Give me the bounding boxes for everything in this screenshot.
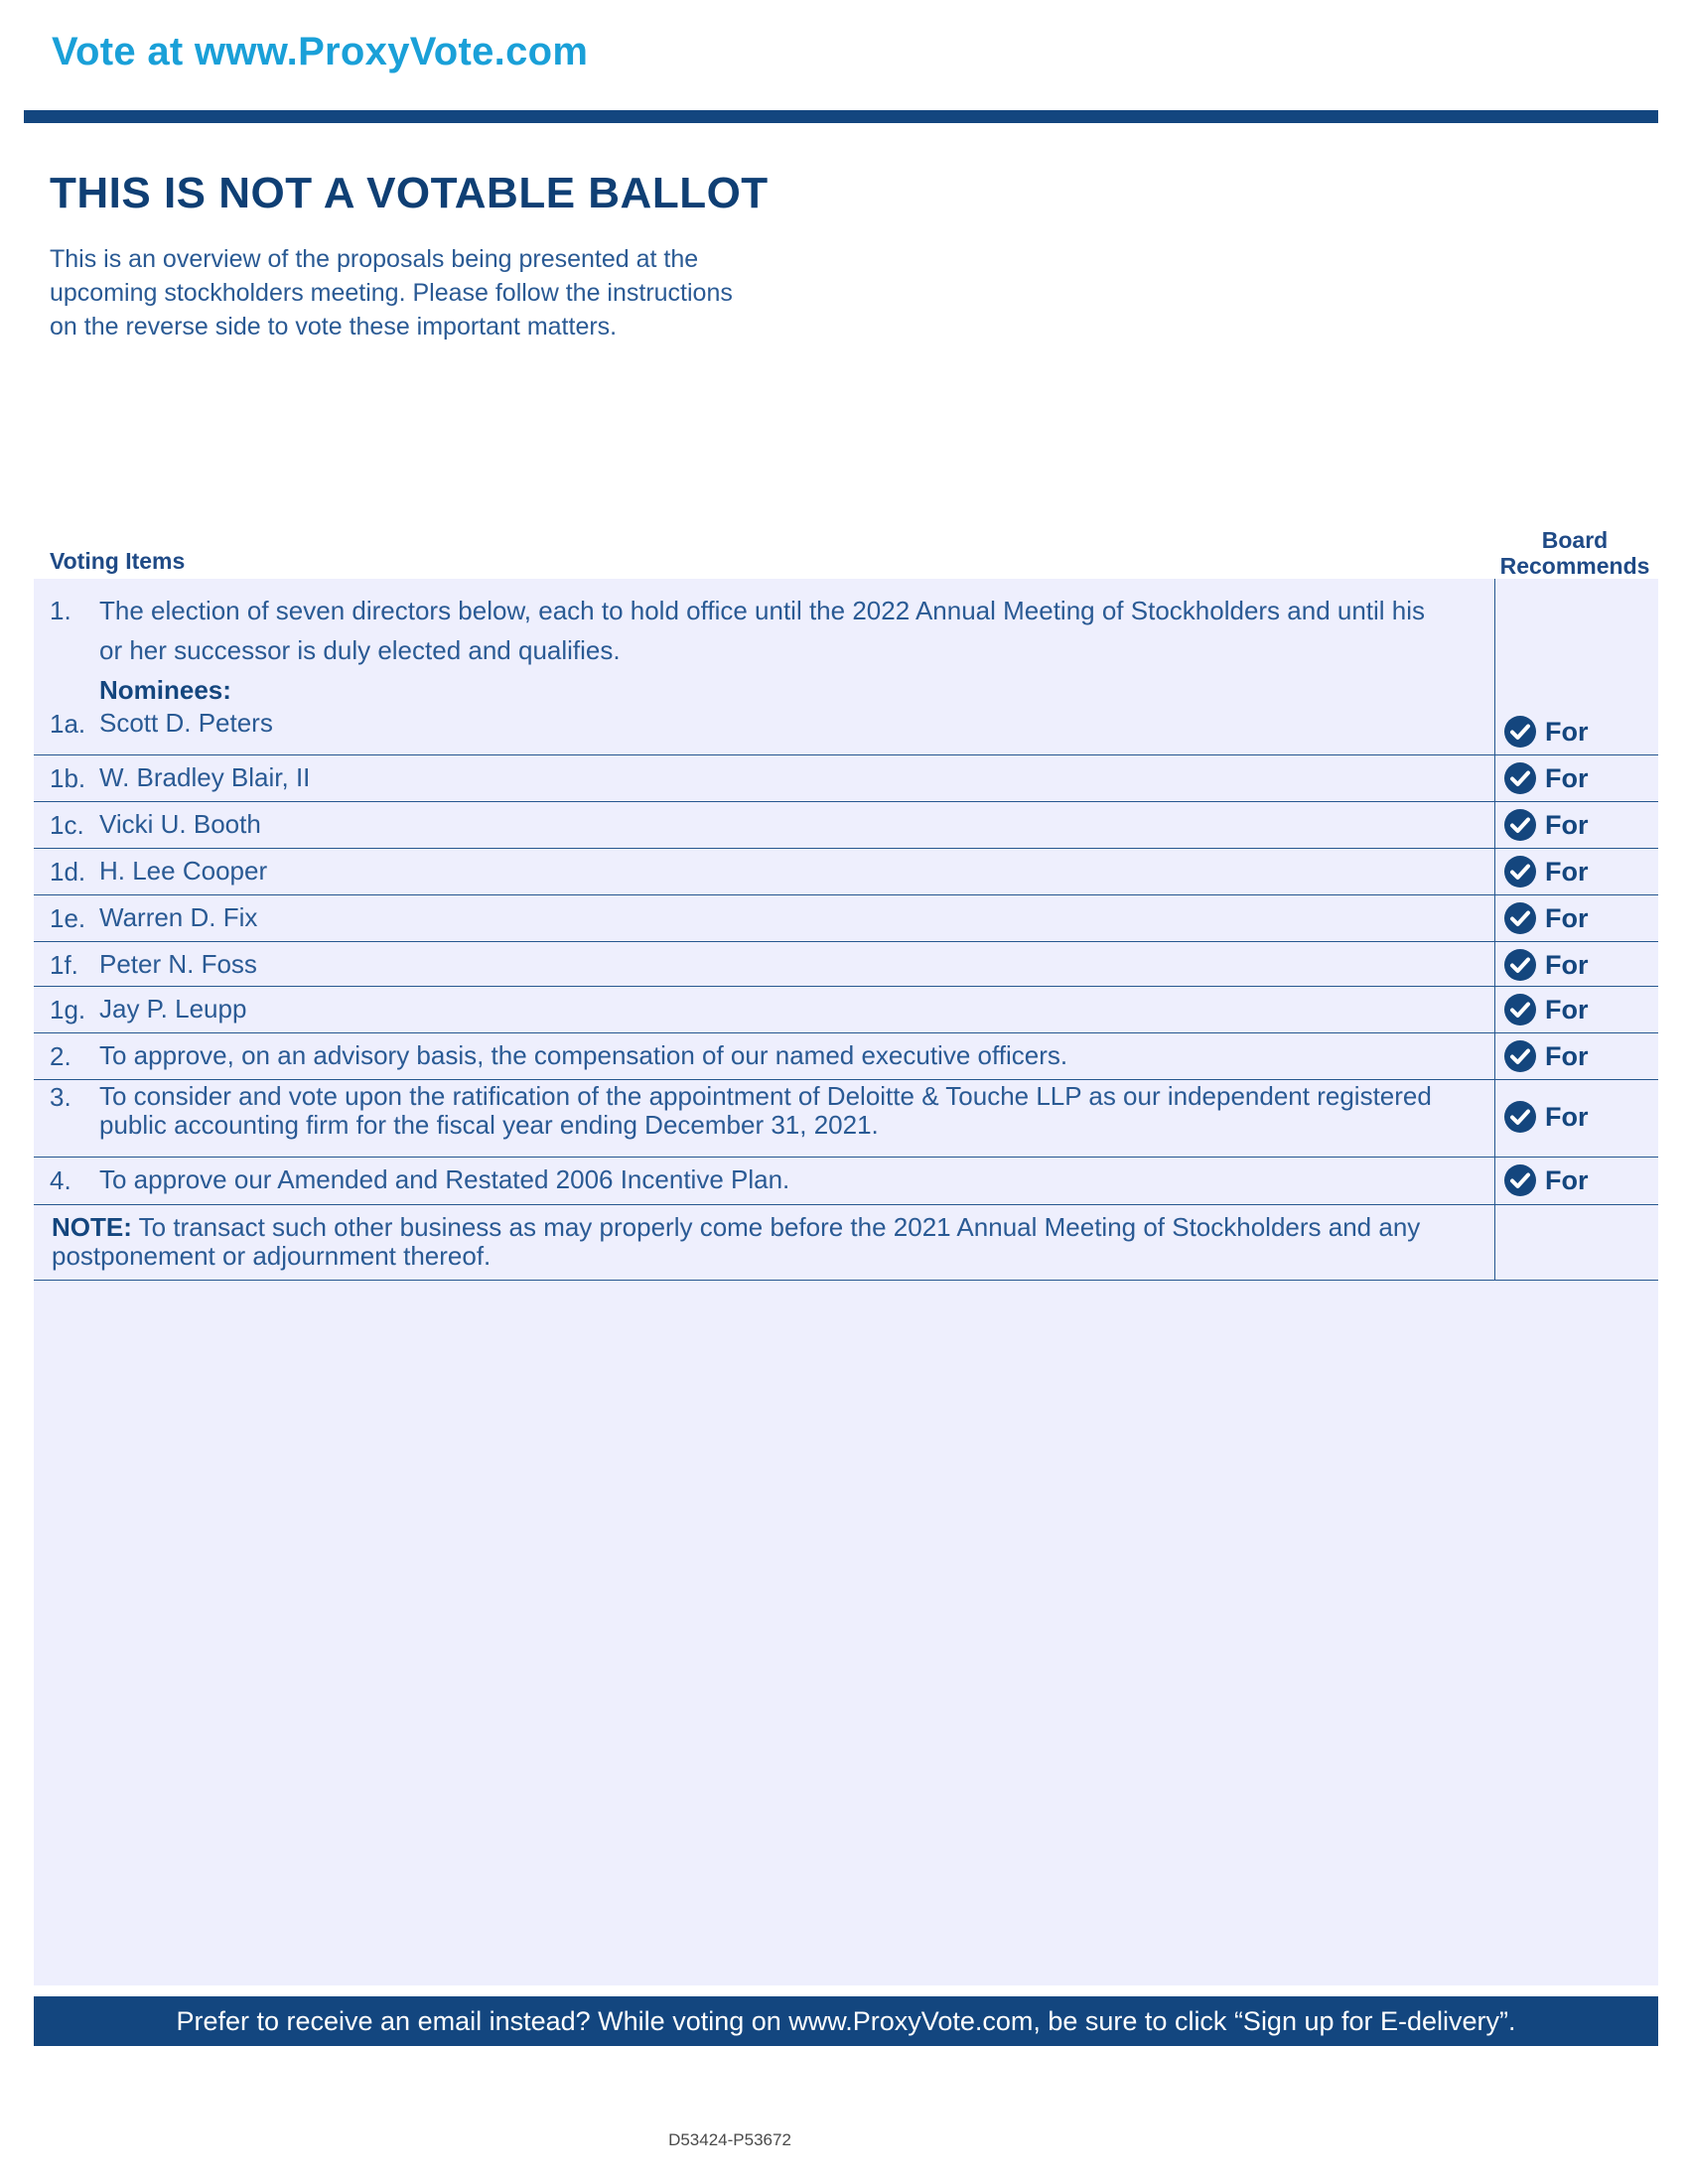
- board-recommendation: [1503, 993, 1589, 1026]
- board-recommendation: [1503, 1100, 1589, 1134]
- item-text-line: Scott D. Peters: [99, 708, 273, 738]
- intro-paragraph: [50, 242, 824, 343]
- header-url[interactable]: Vote at www.ProxyVote.com: [52, 30, 589, 73]
- recommendation-label: For: [1545, 1101, 1589, 1132]
- recommendation-label: For: [1545, 1040, 1589, 1071]
- recommendation-label: For: [1545, 994, 1589, 1024]
- document-code: D53424-P53672: [668, 2130, 791, 2149]
- checkmark-circle-icon: [1503, 993, 1537, 1026]
- item-number: 1a.: [50, 709, 86, 739]
- board-recommendation: [1503, 1163, 1589, 1197]
- item-text: [99, 950, 257, 979]
- item-text-line: Jay P. Leupp: [99, 994, 247, 1024]
- item-text-line: Peter N. Foss: [99, 949, 257, 979]
- checkmark-circle-icon: [1503, 855, 1537, 888]
- item-text-line: H. Lee Cooper: [99, 856, 268, 886]
- item-text-line: W. Bradley Blair, II: [99, 762, 311, 792]
- checkmark-circle-icon: [1503, 761, 1537, 795]
- item-text: [99, 903, 257, 932]
- intro-line: on the reverse side to vote these important matters.: [50, 313, 618, 341]
- checkmark-circle-icon: [1503, 715, 1537, 749]
- voting-row: [34, 1080, 1658, 1158]
- recommendation-label: For: [1545, 716, 1589, 747]
- item-text: [99, 709, 273, 738]
- note-label: NOTE:: [52, 1212, 132, 1242]
- checkmark-circle-icon: [1503, 808, 1537, 842]
- item-text-line: To approve, on an advisory basis, the compensation of our named executive officers.: [99, 1040, 1068, 1070]
- board-recommendation: [1503, 808, 1589, 842]
- email-banner: Prefer to receive an email instead? While voting on www.ProxyVote.com, be sure to click “Sign up for E-delivery”.: [34, 1996, 1658, 2046]
- voting-row: [34, 1033, 1658, 1080]
- note-line: To transact such other business as may properly come before the 2021 Annual Meeting of Stockholders and any: [131, 1212, 1421, 1242]
- voting-row: [34, 987, 1658, 1033]
- intro-line: upcoming stockholders meeting. Please follow the instructions: [50, 279, 733, 307]
- item-text: or her successor is duly elected and qualifies.: [99, 635, 621, 665]
- intro-line: This is an overview of the proposals being presented at the: [50, 245, 699, 273]
- item-number: 3.: [50, 1082, 71, 1112]
- item-text: [99, 763, 310, 792]
- board-header-line: Recommends: [1499, 553, 1650, 579]
- item-number: 2.: [50, 1041, 71, 1071]
- item-text-line: To consider and vote upon the ratification of the appointment of Deloitte & Touche LLP as our independent registered: [99, 1081, 1432, 1111]
- checkmark-circle-icon: [1503, 948, 1537, 982]
- item-text: [99, 1041, 1067, 1070]
- note-line: postponement or adjournment thereof.: [52, 1241, 492, 1271]
- item-text: [99, 1082, 1432, 1140]
- item-text-line: To approve our Amended and Restated 2006 Incentive Plan.: [99, 1164, 790, 1194]
- item-number: 4.: [50, 1165, 71, 1195]
- item-number: 1e.: [50, 903, 86, 933]
- note-text: [52, 1213, 1491, 1271]
- item-text: [99, 995, 246, 1024]
- nominees-label: Nominees:: [99, 675, 231, 705]
- checkmark-circle-icon: [1503, 1039, 1537, 1073]
- row-divider: [34, 1280, 1658, 1282]
- recommendation-label: For: [1545, 762, 1589, 793]
- board-recommends-header: [1485, 527, 1664, 579]
- voting-items-header: Voting Items: [50, 548, 186, 574]
- item-number: 1c.: [50, 810, 84, 840]
- item-number: 1.: [50, 596, 71, 625]
- voting-row: [34, 755, 1658, 802]
- voting-row: [34, 849, 1658, 895]
- item-number: 1b.: [50, 763, 86, 793]
- item-text: [99, 810, 261, 839]
- board-recommendation: [1503, 715, 1589, 749]
- item-text-line: public accounting firm for the fiscal year ending December 31, 2021.: [99, 1110, 879, 1140]
- recommendation-label: For: [1545, 902, 1589, 933]
- checkmark-circle-icon: [1503, 901, 1537, 935]
- board-header-line: Board: [1541, 527, 1609, 553]
- recommendation-label: For: [1545, 809, 1589, 840]
- recommendation-label: For: [1545, 1164, 1589, 1195]
- voting-row: [34, 802, 1658, 849]
- item-number: 1g.: [50, 995, 86, 1024]
- item-text: [99, 857, 267, 886]
- board-recommendation: [1503, 855, 1589, 888]
- voting-row: [34, 942, 1658, 987]
- checkmark-circle-icon: [1503, 1163, 1537, 1197]
- voting-row: [34, 895, 1658, 942]
- item-text-line: Warren D. Fix: [99, 902, 258, 932]
- recommendation-label: For: [1545, 949, 1589, 980]
- recommendation-label: For: [1545, 856, 1589, 887]
- item-text: The election of seven directors below, each to hold office until the 2022 Annual Meeting of Stockholders and until his: [99, 596, 1426, 625]
- item-number: 1d.: [50, 857, 86, 887]
- voting-row: [34, 703, 1658, 755]
- header-rule: [24, 110, 1658, 123]
- note-row: [34, 1205, 1658, 1281]
- voting-row: [34, 1158, 1658, 1205]
- item-text: [99, 1165, 789, 1194]
- board-recommendation: [1503, 901, 1589, 935]
- board-recommendation: [1503, 1039, 1589, 1073]
- item-number: 1f.: [50, 950, 78, 980]
- board-recommendation: [1503, 948, 1589, 982]
- page-title: THIS IS NOT A VOTABLE BALLOT: [50, 169, 769, 217]
- checkmark-circle-icon: [1503, 1100, 1537, 1134]
- item-text-line: Vicki U. Booth: [99, 809, 261, 839]
- board-recommendation: [1503, 761, 1589, 795]
